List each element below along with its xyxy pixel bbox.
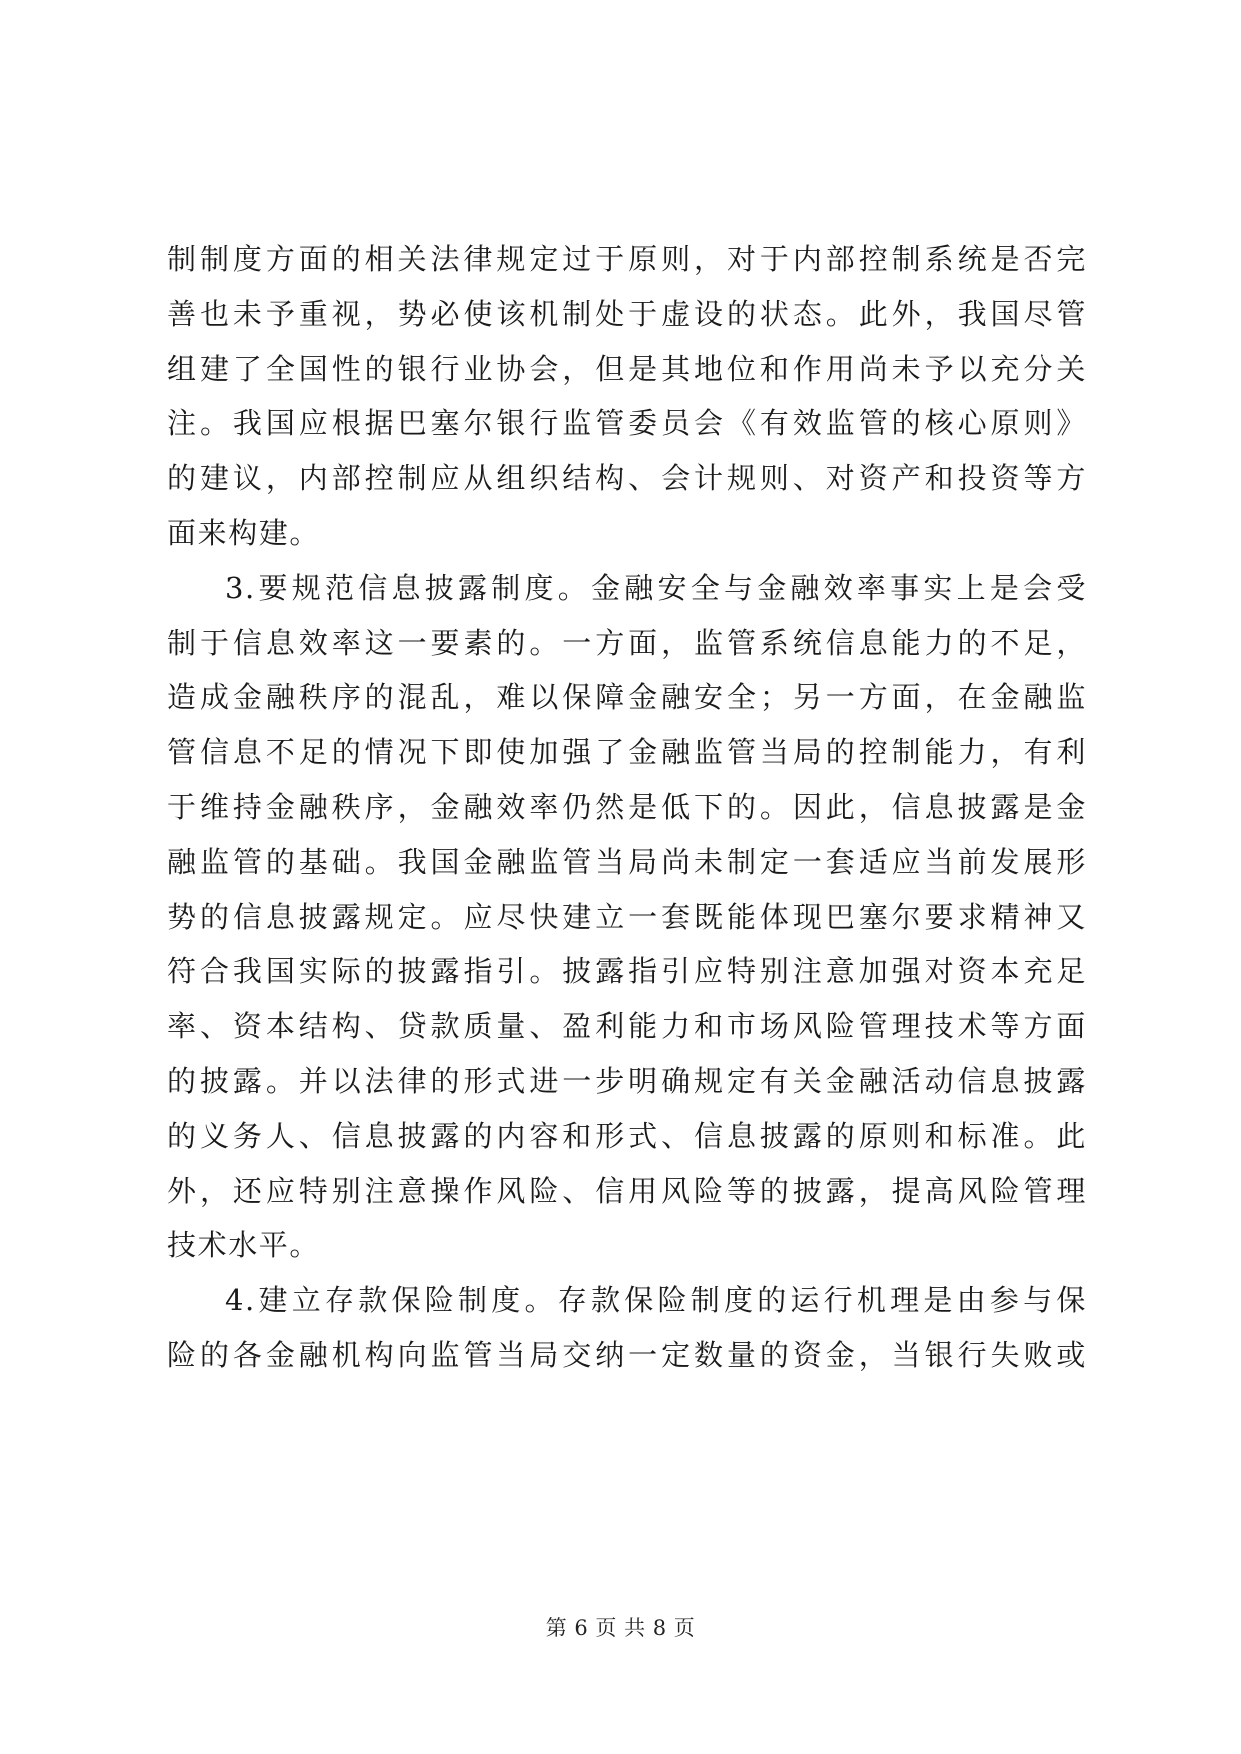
text-line: 注。我国应根据巴塞尔银行监管委员会《有效监管的核心原则》 — [167, 406, 1087, 441]
text-line: 面来构建。 — [167, 515, 321, 550]
text-line: 率、资本结构、贷款质量、盈利能力和市场风险管理技术等方面 — [167, 1009, 1087, 1044]
text-line: 于维持金融秩序，金融效率仍然是低下的。因此，信息披露是金 — [167, 789, 1087, 824]
text-line: 技术水平。 — [167, 1228, 321, 1263]
text-line: 势的信息披露规定。应尽快建立一套既能体现巴塞尔要求精神又 — [167, 899, 1087, 934]
text-line: 外，还应特别注意操作风险、信用风险等的披露，提高风险管理 — [167, 1173, 1087, 1208]
text-line: 符合我国实际的披露指引。披露指引应特别注意加强对资本充足 — [167, 954, 1087, 989]
text-line: 管信息不足的情况下即使加强了金融监管当局的控制能力，有利 — [167, 735, 1087, 770]
text-line: 的披露。并以法律的形式进一步明确规定有关金融活动信息披露 — [167, 1063, 1087, 1098]
page-number-footer: 第 6 页 共 8 页 — [545, 1616, 696, 1640]
text-line: 融监管的基础。我国金融监管当局尚未制定一套适应当前发展形 — [167, 844, 1087, 879]
text-line: 的义务人、信息披露的内容和形式、信息披露的原则和标准。此 — [167, 1118, 1087, 1153]
text-line: 制制度方面的相关法律规定过于原则，对于内部控制系统是否完 — [167, 242, 1087, 276]
text-line: 的建议，内部控制应从组织结构、会计规则、对资产和投资等方 — [167, 461, 1087, 496]
text-line: 制于信息效率这一要素的。一方面，监管系统信息能力的不足， — [167, 625, 1087, 660]
text-line: 善也未予重视，势必使该机制处于虚设的状态。此外，我国尽管 — [167, 296, 1087, 331]
body-text — [167, 232, 1087, 1383]
paragraph-start-line: 3.要规范信息披露制度。金融安全与金融效率事实上是会受 — [225, 570, 1087, 605]
text-line: 险的各金融机构向监管当局交纳一定数量的资金，当银行失败或 — [167, 1337, 1087, 1372]
paragraph-start-line: 4.建立存款保险制度。存款保险制度的运行机理是由参与保 — [225, 1283, 1087, 1318]
text-line: 组建了全国性的银行业协会，但是其地位和作用尚未予以充分关 — [167, 351, 1087, 386]
text-line: 造成金融秩序的混乱，难以保障金融安全；另一方面，在金融监 — [167, 680, 1087, 715]
